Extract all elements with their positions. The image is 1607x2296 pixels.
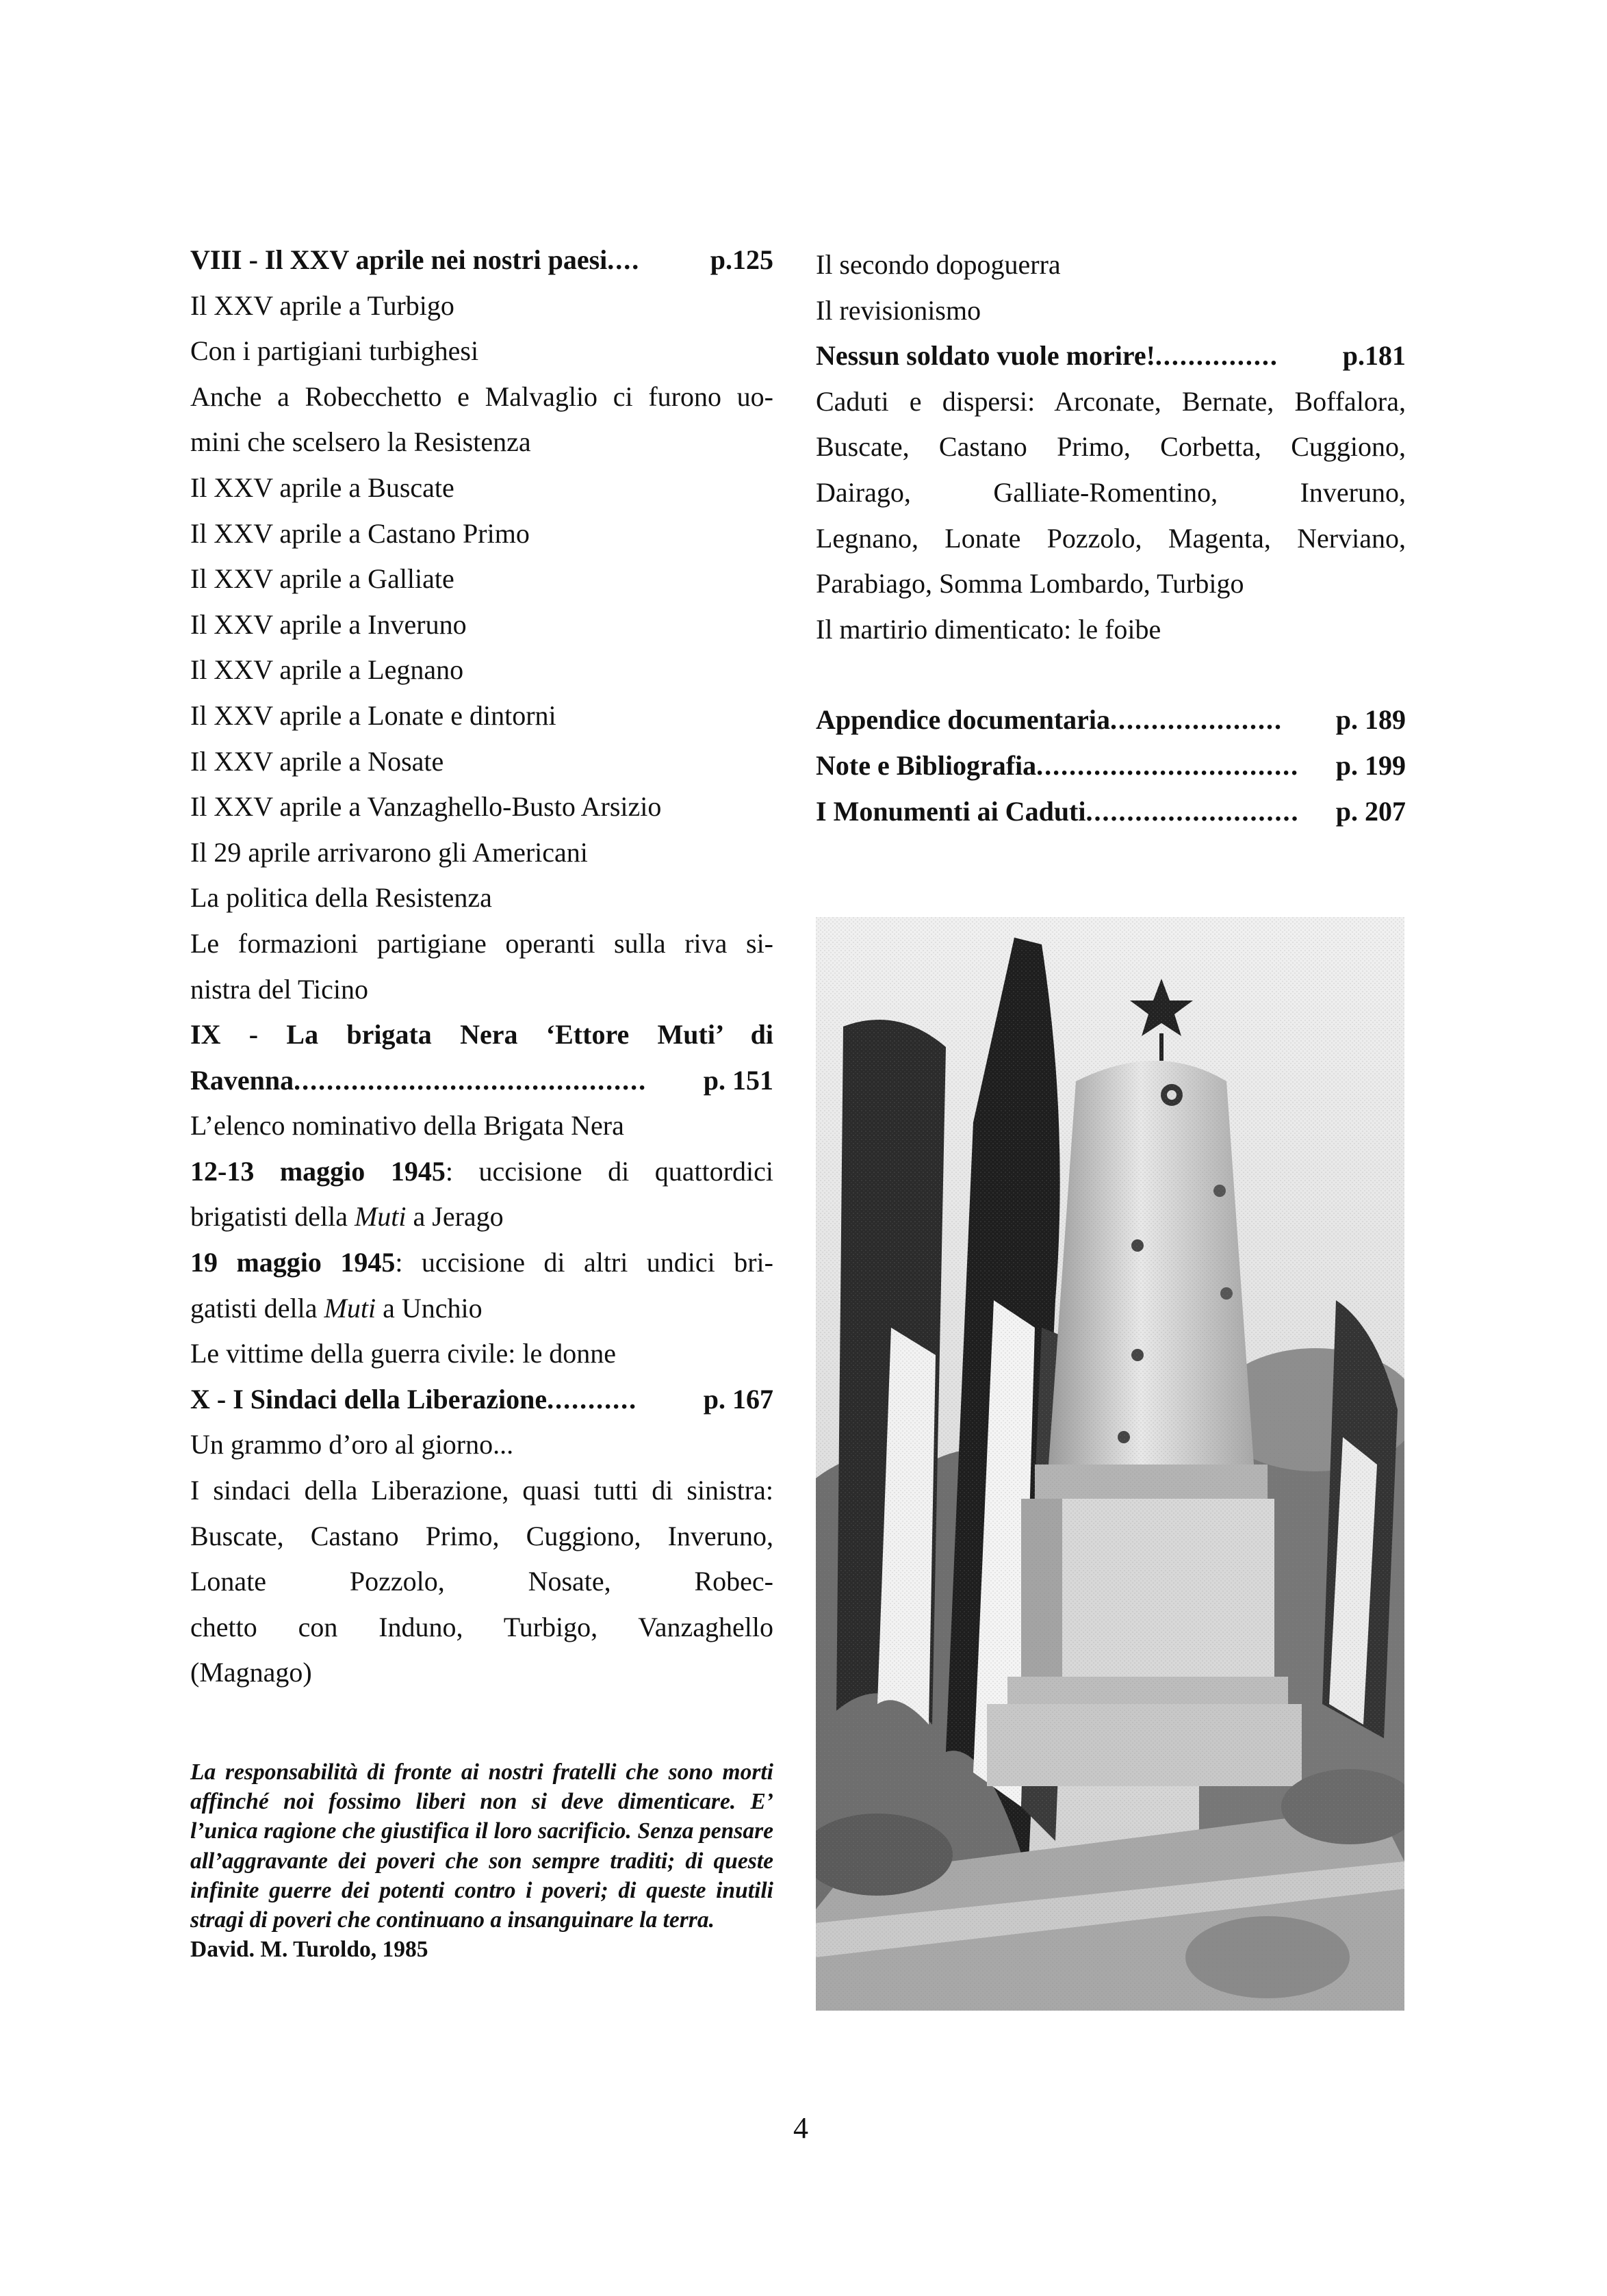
toc-entry: Parabiago, Somma Lombardo, Turbigo <box>816 568 1244 599</box>
toc-leader-dots: .... <box>607 244 641 275</box>
toc-entry: Il XXV aprile a Castano Primo <box>190 517 530 549</box>
toc-entry: Le vittime della guerra civile: le donne <box>190 1338 616 1369</box>
toc-page-number: p.125 <box>710 244 773 275</box>
toc-entry-title: I Monumenti ai Caduti <box>816 795 1086 827</box>
toc-text: a Jerago <box>406 1201 504 1233</box>
toc-entry-title: Note e Bibliografia <box>816 749 1037 781</box>
toc-entry-with-page <box>190 1058 773 1104</box>
toc-entry-with-page <box>816 789 1406 835</box>
toc-entry: Il XXV aprile a Galliate <box>190 563 454 595</box>
toc-entry: Lonate Pozzolo, Nosate, Robec- <box>190 1566 773 1597</box>
toc-entry: Il XXV aprile a Buscate <box>190 472 454 503</box>
toc-entry: Le formazioni partigiane operanti sulla riva si- <box>190 927 773 959</box>
toc-entry: Buscate, Castano Primo, Cuggiono, Inveruno, <box>190 1520 773 1551</box>
toc-entry: Dairago, Galliate-Romentino, Inveruno, <box>816 476 1406 508</box>
toc-entry-title: VIII - Il XXV aprile nei nostri paesi <box>190 244 608 275</box>
toc-text: brigatisti della <box>190 1201 355 1233</box>
toc-entry: I sindaci della Liberazione, quasi tutti di sinistra: <box>190 1475 773 1506</box>
toc-page-number: p.181 <box>1342 340 1406 372</box>
toc-right-column <box>816 242 1406 834</box>
toc-entry: mini che scelsero la Resistenza <box>190 426 531 458</box>
toc-entry-title: Appendice documentaria <box>816 704 1110 736</box>
toc-entry: Il XXV aprile a Legnano <box>190 654 464 686</box>
toc-entry <box>190 1240 773 1286</box>
memorial-photo-illustration <box>816 917 1404 2011</box>
toc-leader-dots: ............... <box>1155 340 1278 372</box>
toc-page-number: p. 151 <box>703 1064 773 1096</box>
toc-entry: Il XXV aprile a Lonate e dintorni <box>190 699 556 731</box>
toc-date: 12-13 maggio 1945 <box>190 1155 446 1187</box>
toc-entry <box>190 1286 773 1332</box>
toc-entry: nistra del Ticino <box>190 973 369 1005</box>
toc-leader-dots: .......................... <box>1085 795 1300 827</box>
toc-entry <box>190 1149 773 1195</box>
toc-entry: (Magnago) <box>190 1657 312 1688</box>
toc-entry: Un grammo d’oro al giorno... <box>190 1429 514 1460</box>
toc-leader-dots: ........................................... <box>294 1064 647 1096</box>
toc-entry <box>190 1194 773 1240</box>
page-number: 4 <box>793 2111 808 2145</box>
section-gap <box>816 652 1406 697</box>
toc-entry-with-page <box>190 237 773 283</box>
toc-entry: Il revisionismo <box>816 294 981 326</box>
quote-author: David. M. Turoldo, 1985 <box>190 1937 428 1962</box>
toc-leader-dots: ................................ <box>1036 749 1300 781</box>
toc-italic-name: Muti <box>354 1201 407 1233</box>
toc-text: gatisti della <box>190 1292 324 1324</box>
toc-entry: Caduti e dispersi: Arconate, Bernate, Boffalora, <box>816 385 1406 417</box>
toc-entry: Il martirio dimenticato: le foibe <box>816 613 1161 645</box>
toc-entry: Il XXV aprile a Vanzaghello-Busto Arsizio <box>190 791 662 823</box>
toc-entry: Buscate, Castano Primo, Corbetta, Cuggiono, <box>816 431 1406 463</box>
toc-entry-with-page <box>816 697 1406 743</box>
toc-leader-dots: ........... <box>547 1383 638 1415</box>
toc-entry: Il secondo dopoguerra <box>816 249 1061 280</box>
toc-text: a Unchio <box>376 1292 483 1324</box>
toc-entry: L’elenco nominativo della Brigata Nera <box>190 1110 624 1141</box>
toc-chapter-heading: IX - La brigata Nera ‘Ettore Muti’ di <box>190 1019 773 1050</box>
toc-entry-with-page <box>816 333 1406 379</box>
toc-leader-dots: ..................... <box>1110 704 1283 736</box>
toc-date: 19 maggio 1945 <box>190 1247 396 1278</box>
toc-entry: Il XXV aprile a Inveruno <box>190 608 467 640</box>
toc-entry: Il 29 aprile arrivarono gli Americani <box>190 836 588 868</box>
toc-italic-name: Muti <box>324 1292 376 1324</box>
toc-entry: Il XXV aprile a Nosate <box>190 745 444 777</box>
toc-entry: Legnano, Lonate Pozzolo, Magenta, Nerviano, <box>816 522 1406 554</box>
toc-entry: Con i partigiani turbighesi <box>190 335 479 367</box>
toc-entry: Anche a Robecchetto e Malvaglio ci furono uo- <box>190 380 773 412</box>
toc-entry: La politica della Resistenza <box>190 882 492 914</box>
toc-entry-with-page <box>816 743 1406 789</box>
toc-entry-title: X - I Sindaci della Liberazione <box>190 1383 548 1415</box>
toc-entry-title: Nessun soldato vuole morire! <box>816 340 1155 372</box>
toc-text: : uccisione di altri undici bri- <box>395 1247 773 1278</box>
toc-page-number: p. 199 <box>1335 749 1406 781</box>
toc-entry-title: Ravenna <box>190 1064 294 1096</box>
quote-text: La responsabilità di fronte ai nostri fratelli che sono morti affinché noi fossimo liberi non si deve dimenticare. E’ l’unica ragione che giustifica il loro sacrificio. Senza pensare all’aggravante dei poveri che son sempre traditi; di queste infinite guerre dei potenti contro i poveri; di queste inutili stragi di poveri che continuano a insanguinare la terra. <box>190 1759 773 1933</box>
toc-entry-with-page <box>190 1377 773 1423</box>
toc-page-number: p. 189 <box>1335 704 1406 736</box>
toc-left-column <box>190 237 773 1696</box>
toc-entry: Il XXV aprile a Turbigo <box>190 289 454 321</box>
toc-entry: chetto con Induno, Turbigo, Vanzaghello <box>190 1611 773 1642</box>
memorial-photo <box>816 917 1404 2011</box>
toc-page-number: p. 167 <box>703 1383 773 1415</box>
toc-page-number: p. 207 <box>1335 795 1406 827</box>
toc-text: : uccisione di quattordici <box>445 1155 773 1187</box>
